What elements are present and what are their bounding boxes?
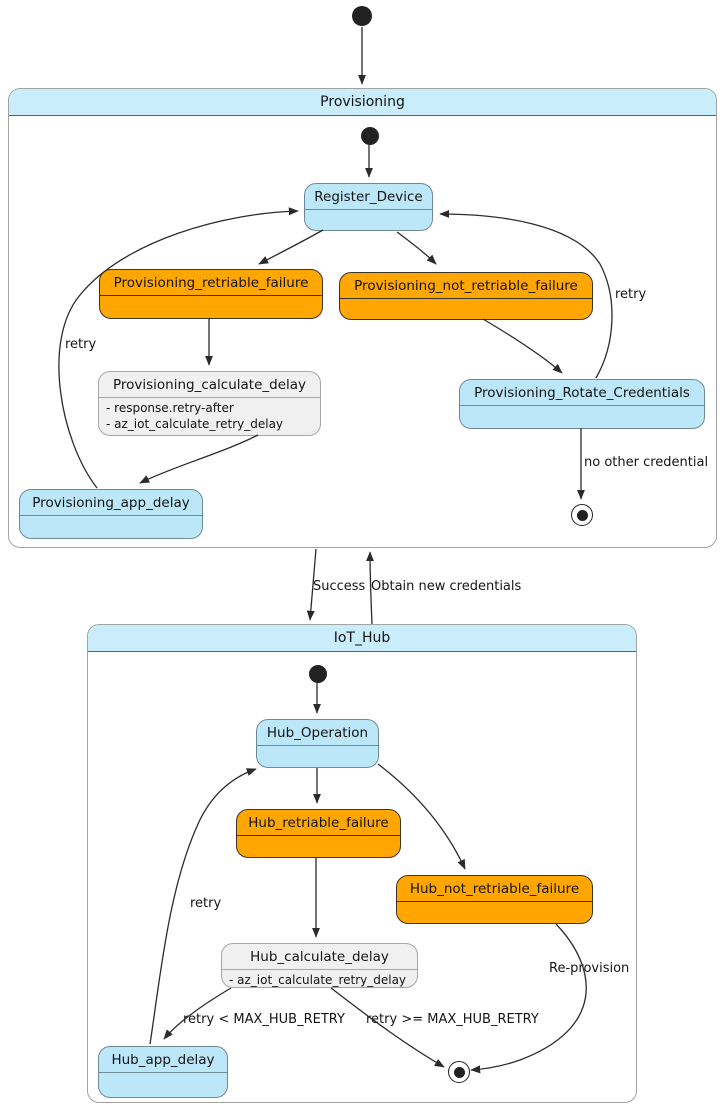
state-register-device-title: Register_Device (305, 184, 432, 210)
edge-label-retry-left: retry (65, 337, 97, 352)
edge-hub-calculate-to-app-delay-retry-lt (164, 988, 231, 1039)
edge-hub-calculate-to-final-retry-gte (331, 988, 444, 1067)
edge-hub-app-delay-to-operation-retry (150, 769, 256, 1044)
edge-app-delay-to-register-retry (59, 211, 298, 488)
edge-label-retry-gte-max: retry >= MAX_HUB_RETRY (366, 1012, 539, 1027)
state-action-line: - az_iot_calculate_retry_delay (229, 973, 407, 987)
state-hub-retriable-failure-title: Hub_retriable_failure (237, 810, 400, 836)
edge-label-hub-retry: retry (190, 896, 222, 911)
edge-operation-to-hub-not-retriable (378, 764, 465, 869)
edge-not-retriable-to-rotate (483, 319, 562, 373)
state-action-line: - az_iot_calculate_retry_delay (106, 417, 284, 431)
state-hub-not-retriable-failure-title: Hub_not_retriable_failure (397, 876, 592, 902)
edge-label-no-other-credential: no other credential (584, 455, 709, 470)
state-provisioning-not-retriable-failure-title: Provisioning_not_retriable_failure (340, 273, 592, 299)
edge-label-retry-right: retry (615, 287, 647, 302)
edge-hub-not-retriable-to-final-reprovision (471, 924, 586, 1070)
state-provisioning-calculate-delay-title: Provisioning_calculate_delay (99, 372, 320, 398)
edge-register-to-retriable (259, 230, 323, 264)
edge-label-success: Success (313, 579, 366, 594)
state-hub-operation-title: Hub_Operation (257, 720, 378, 746)
state-hub-calculate-delay-title: Hub_calculate_delay (222, 944, 417, 970)
state-provisioning-app-delay-title: Provisioning_app_delay (20, 490, 202, 516)
state-provisioning-rotate-credentials-title: Provisioning_Rotate_Credentials (460, 380, 704, 406)
frame-iot-hub-title: IoT_Hub (88, 625, 636, 652)
state-hub-app-delay-title: Hub_app_delay (99, 1047, 227, 1073)
edge-label-obtain-new-credentials: Obtain new credentials (371, 579, 522, 594)
state-action-line: - response.retry-after (106, 401, 234, 415)
edge-rotate-to-register-retry (440, 214, 612, 378)
initial-state-dot (352, 6, 372, 26)
edge-label-re-provision: Re-provision (549, 961, 630, 976)
edge-label-retry-lt-max: retry < MAX_HUB_RETRY (183, 1012, 345, 1027)
frame-provisioning-title: Provisioning (9, 89, 716, 116)
edge-calculate-to-app-delay (140, 435, 258, 483)
state-provisioning-retriable-failure-title: Provisioning_retriable_failure (100, 270, 322, 296)
edge-register-to-not-retriable (397, 232, 436, 264)
